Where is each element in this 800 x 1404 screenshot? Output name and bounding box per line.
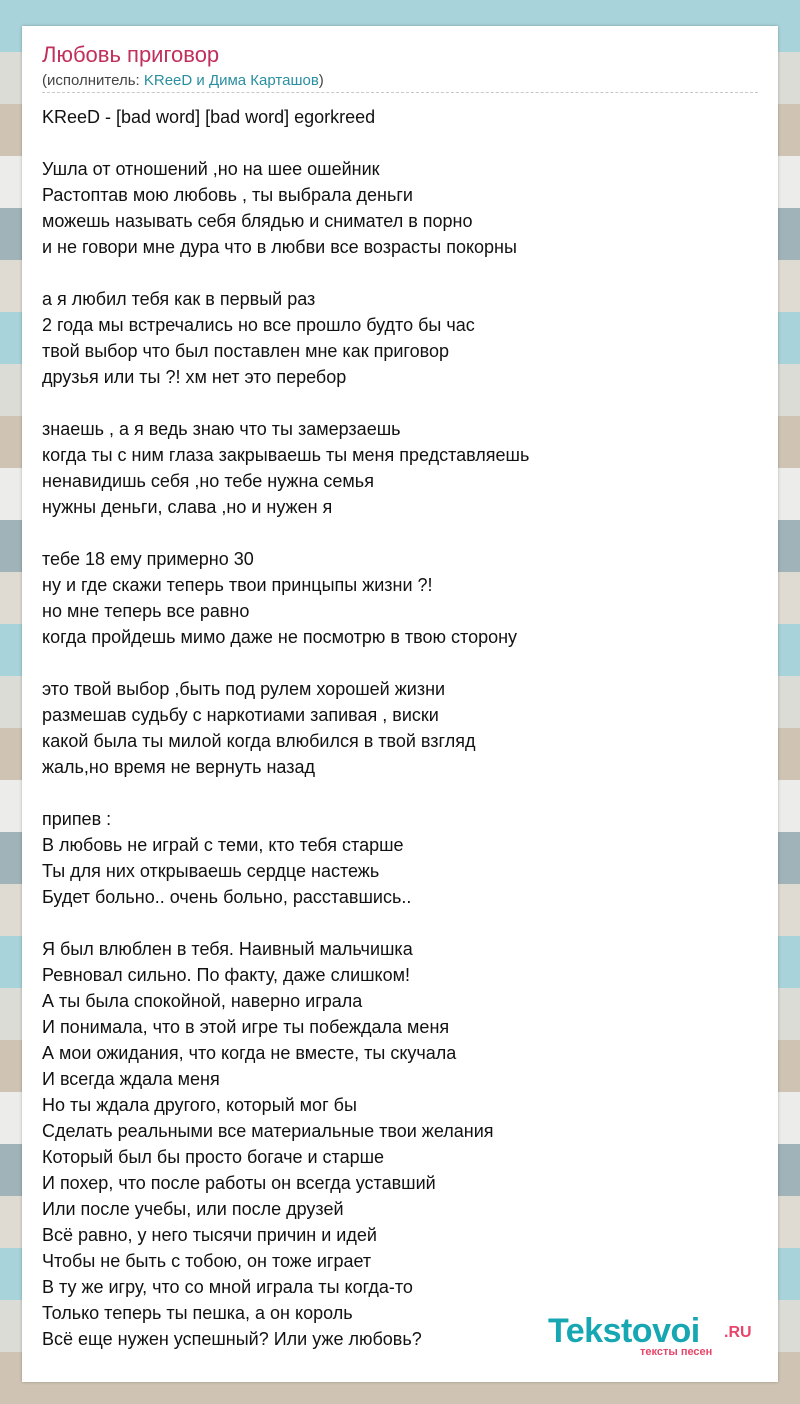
logo-tagline: тексты песен bbox=[640, 1346, 713, 1358]
logo-tld: .RU bbox=[724, 1324, 752, 1341]
artist-line bbox=[42, 72, 324, 89]
site-logo[interactable] bbox=[548, 1312, 758, 1356]
artist-prefix: (исполнитель: bbox=[42, 72, 144, 89]
lyrics-text: KReeD - [bad word] [bad word] egorkreed Ушла от отношений ,но на шее ошейник Растоптав мою любовь , ты выбрала деньги можешь называть себя блядью и снимател в порно и не говори мне дура что в любви все возрасты покорны а я любил тебя как в первый раз 2 года мы встречались но все прошло будто бы час твой выбор что был поставлен мне как приговор друзья или ты ?! хм нет это перебор знаешь , а я ведь знаю что ты замерзаешь когда ты с ним глаза закрываешь ты меня представляешь ненавидишь себя ,но тебе нужна семья нужны деньги, слава ,но и нужен я тебе 18 ему примерно 30 ну и где скажи теперь твои принцыпы жизни ?! но мне теперь все равно когда пройдешь мимо даже не посмотрю в твою сторону это твой выбор ,быть под рулем хорошей жизни размешав судьбу с наркотиами запивая , виски какой была ты милой когда влюбился в твой взгляд жаль,но время не вернуть назад припев : В любовь не играй с теми, кто тебя старше Ты для них открываешь сердце настежь Будет больно.. очень больно, расставшись.. Я был влюблен в тебя. Наивный мальчишка Ревновал сильно. По факту, даже слишком! А ты была спокойной, наверно играла И понимала, что в этой игре ты побеждала меня А мои ожидания, что когда не вместе, ты скучала И всегда ждала меня Но ты ждала другого, который мог бы Сделать реальными все материальные твои желания Который был бы просто богаче и старше И похер, что после работы он всегда уставший Или после учебы, или после друзей Всё равно, у него тысячи причин и идей Чтобы не быть с тобою, он тоже играет В ту же игру, что со мной играла ты когда-то Только теперь ты пешка, а он король Всё еще нужен успешный? Или уже любовь? bbox=[42, 107, 530, 1349]
artist-suffix: ) bbox=[318, 72, 324, 89]
artist-link[interactable]: KReeD и Дима Карташов bbox=[143, 72, 319, 89]
lyrics-card bbox=[22, 26, 778, 1382]
title-divider bbox=[42, 92, 758, 93]
logo-name: Tekstovoi bbox=[548, 1312, 700, 1350]
song-title: Любовь приговор bbox=[42, 42, 220, 67]
